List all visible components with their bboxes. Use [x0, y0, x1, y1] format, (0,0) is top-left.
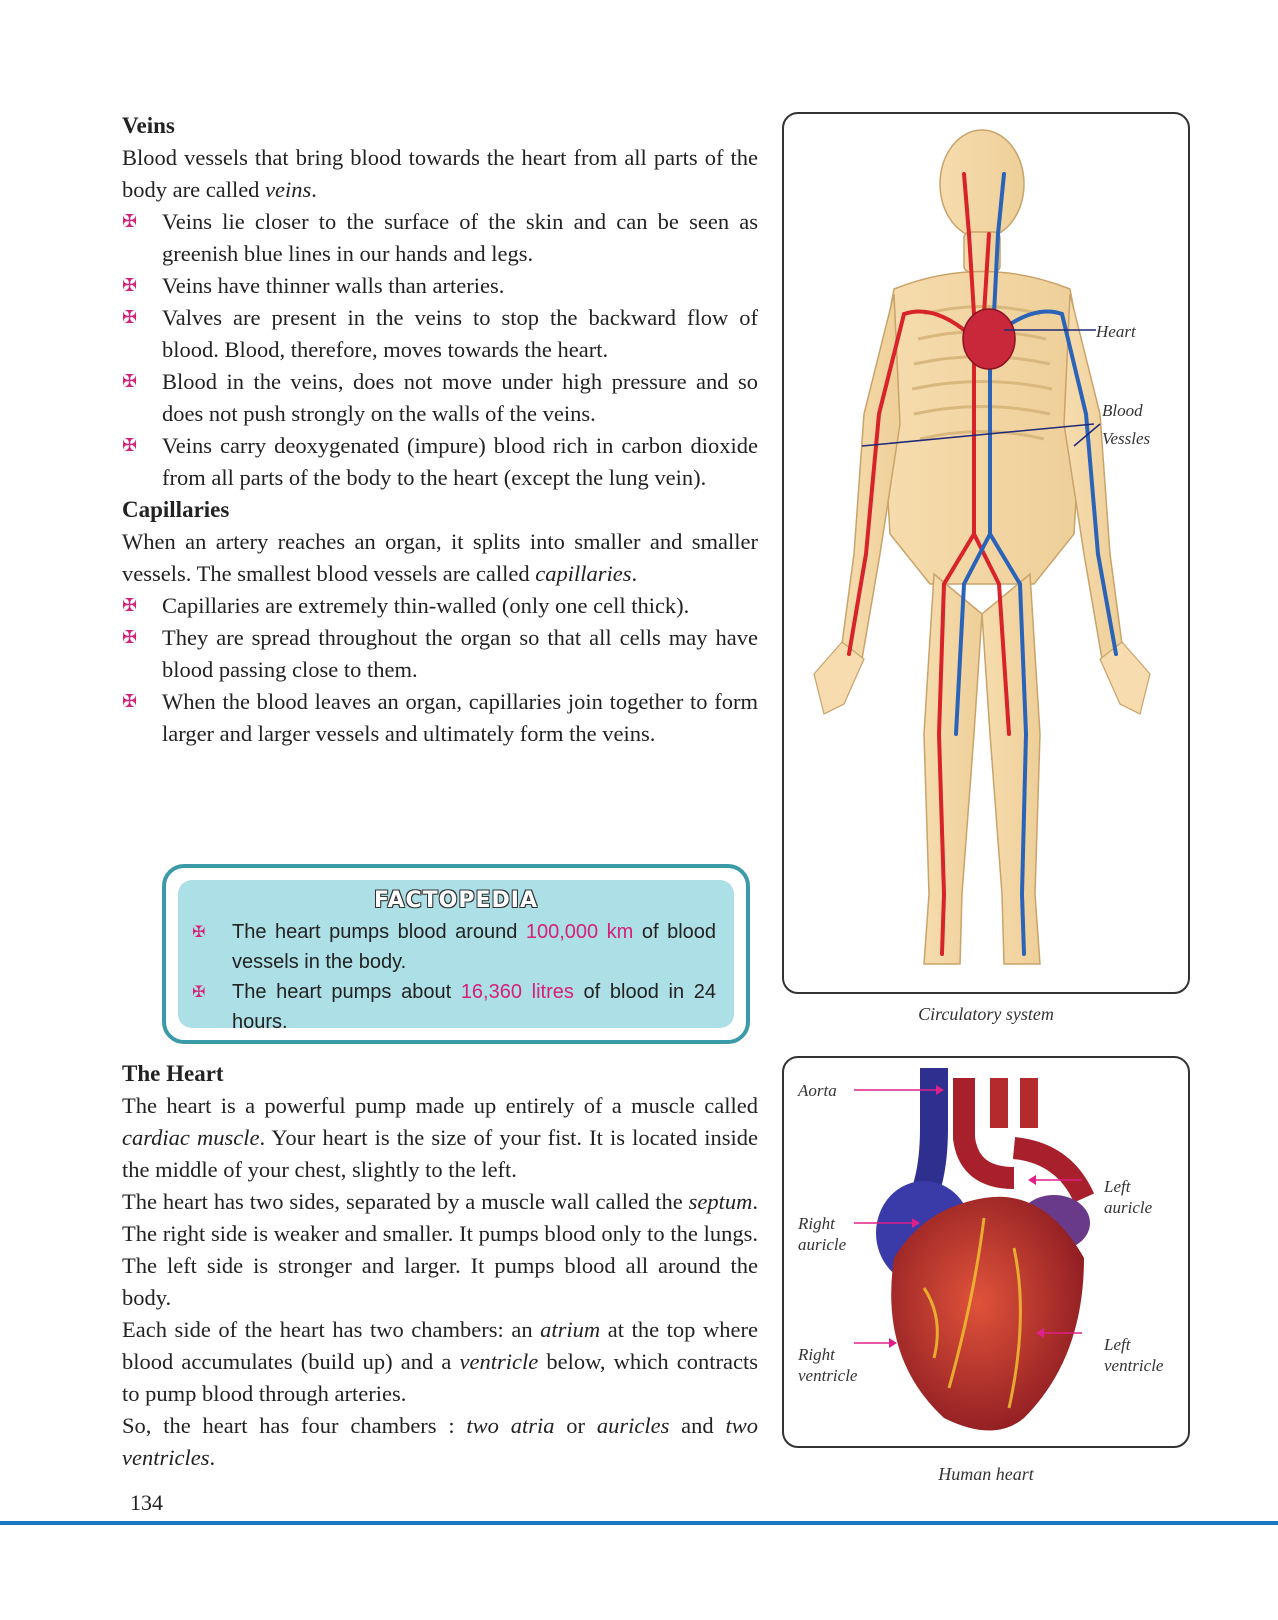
- term: auricles: [596, 1413, 670, 1438]
- text: or: [554, 1413, 597, 1438]
- capillaries-term: capillaries: [535, 561, 632, 586]
- list-item: [122, 270, 758, 302]
- list-item: [192, 977, 716, 1037]
- label-vessles: Vessles: [1102, 429, 1151, 448]
- capillaries-bullet-list: [122, 590, 758, 750]
- fact-text: of blood in 24 hours.: [232, 981, 716, 1033]
- text: .: [209, 1445, 216, 1470]
- factopedia-box: [162, 864, 750, 1044]
- label-left-ventricle-line1: Left: [1104, 1335, 1131, 1354]
- bullet-text: Veins have thinner walls than arteries.: [162, 273, 505, 298]
- text: at the top where blood accumulates (build up) and a: [122, 1317, 758, 1374]
- capillaries-intro-end: .: [631, 561, 638, 586]
- veins-heading: Veins: [122, 113, 175, 138]
- fact-text: The heart pumps about: [232, 981, 461, 1003]
- fact-highlight: 16,360 litres: [460, 981, 574, 1003]
- label-aorta: Aorta: [798, 1081, 837, 1100]
- veins-intro-text: Blood vessels that bring blood towards the heart from all parts of the body are called: [122, 145, 758, 202]
- cross-bullet-icon: ✠: [122, 691, 138, 712]
- cross-bullet-icon: ✠: [122, 435, 138, 456]
- bullet-text: They are spread throughout the organ so that all cells may have blood passing close to them.: [162, 625, 758, 682]
- heart-paragraph-4: [122, 1410, 758, 1474]
- cross-bullet-icon: ✠: [192, 922, 206, 941]
- circulatory-caption: Circulatory system: [918, 1004, 1054, 1024]
- heart-heading: The Heart: [122, 1061, 224, 1086]
- fact-highlight: 100,000 km: [525, 921, 634, 943]
- fact-text: of blood vessels in the body.: [232, 921, 717, 973]
- cross-bullet-icon: ✠: [122, 595, 138, 616]
- bullet-text: Capillaries are extremely thin-walled (only one cell thick).: [162, 593, 690, 618]
- list-item: [122, 590, 758, 622]
- text: . The right side is weaker and smaller. It pumps blood only to the lungs. The left side is stronger and larger. It pumps blood all around the body.: [122, 1189, 758, 1310]
- list-item: [122, 622, 758, 686]
- page-number: 134: [130, 1490, 163, 1515]
- list-item: [122, 430, 758, 494]
- cross-bullet-icon: ✠: [122, 275, 138, 296]
- veins-section: [122, 110, 758, 750]
- fact-text: The heart pumps blood around: [232, 921, 526, 943]
- label-right-ventricle-line1: Right: [798, 1345, 835, 1364]
- circulatory-figure-frame: [782, 112, 1190, 994]
- label-heart: Heart: [1096, 322, 1136, 341]
- cross-bullet-icon: ✠: [122, 371, 138, 392]
- term: two atria: [466, 1413, 555, 1438]
- heart-paragraph-3: [122, 1314, 758, 1410]
- term: ventricle: [459, 1349, 539, 1374]
- text: The heart has two sides, separated by a muscle wall called the: [122, 1189, 689, 1214]
- bullet-text: Blood in the veins, does not move under high pressure and so does not push strongly on the walls of the veins.: [162, 369, 758, 426]
- bullet-text: Valves are present in the veins to stop the backward flow of blood. Blood, therefore, moves towards the heart.: [162, 305, 758, 362]
- veins-intro-end: .: [311, 177, 317, 202]
- list-item: [122, 206, 758, 270]
- veins-term: veins: [265, 177, 312, 202]
- capillaries-intro-text: When an artery reaches an organ, it splits into smaller and smaller vessels. The smallest blood vessels are called: [122, 529, 758, 586]
- bullet-text: Veins carry deoxygenated (impure) blood rich in carbon dioxide from all parts of the body to the heart (except the lung vein).: [162, 433, 758, 490]
- text: The heart is a powerful pump made up entirely of a muscle called: [122, 1093, 758, 1118]
- cross-bullet-icon: ✠: [192, 982, 206, 1001]
- bullet-text: When the blood leaves an organ, capillaries join together to form larger and larger vessels and ultimately form the veins.: [162, 689, 758, 746]
- term: cardiac muscle: [122, 1125, 260, 1150]
- label-left-auricle-line2: auricle: [1104, 1198, 1153, 1217]
- factopedia-list: [178, 917, 734, 1037]
- heart-caption: Human heart: [938, 1464, 1034, 1484]
- factopedia-title: FACTOPEDIA: [373, 888, 538, 913]
- list-item: [122, 686, 758, 750]
- label-right-auricle-line1: Right: [798, 1214, 835, 1233]
- heart-paragraph-2: [122, 1186, 758, 1314]
- list-item: [122, 302, 758, 366]
- term: two ventricles: [122, 1413, 758, 1470]
- capillaries-heading: Capillaries: [122, 497, 230, 522]
- label-blood: Blood: [1102, 401, 1143, 420]
- label-right-ventricle-line2: ventricle: [798, 1366, 858, 1385]
- text: and: [669, 1413, 726, 1438]
- label-left-ventricle-line2: ventricle: [1104, 1356, 1164, 1375]
- factopedia-inner: [178, 880, 734, 1033]
- cross-bullet-icon: ✠: [122, 627, 138, 648]
- cross-bullet-icon: ✠: [122, 211, 138, 232]
- list-item: [192, 917, 716, 977]
- label-left-auricle-line1: Left: [1104, 1177, 1131, 1196]
- veins-intro: [122, 142, 758, 206]
- heart-paragraph-1: [122, 1090, 758, 1186]
- text: Each side of the heart has two chambers: an: [122, 1317, 541, 1342]
- cross-bullet-icon: ✠: [122, 307, 138, 328]
- capillaries-intro: [122, 526, 758, 590]
- term: septum: [688, 1189, 753, 1214]
- heart-section: [122, 1058, 758, 1474]
- circulatory-system-illustration: [784, 114, 1188, 992]
- heart-figure-frame: [782, 1056, 1190, 1448]
- text: So, the heart has four chambers :: [122, 1413, 467, 1438]
- text: . Your heart is the size of your fist. It is located inside the middle of your chest, slightly to the left.: [122, 1125, 758, 1182]
- list-item: [122, 366, 758, 430]
- text: below, which contracts to pump blood through arteries.: [122, 1349, 758, 1406]
- veins-bullet-list: [122, 206, 758, 494]
- term: atrium: [540, 1317, 601, 1342]
- bullet-text: Veins lie closer to the surface of the skin and can be seen as greenish blue lines in our hands and legs.: [162, 209, 758, 266]
- bottom-rule: [0, 1521, 1278, 1525]
- label-right-auricle-line2: auricle: [798, 1235, 847, 1254]
